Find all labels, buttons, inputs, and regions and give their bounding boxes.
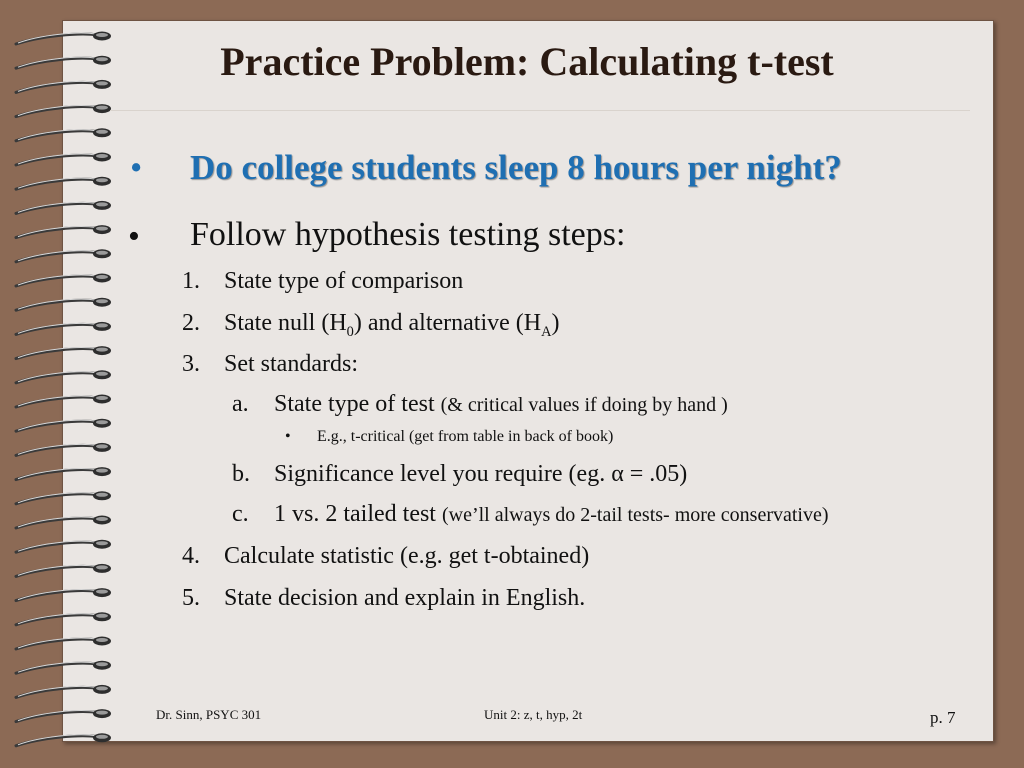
substep-b: [232, 461, 687, 488]
step-number: 1.: [182, 268, 200, 294]
slide-title: Practice Problem: Calculating t-test: [220, 39, 834, 84]
step-2: [182, 310, 560, 341]
substep-letter: b.: [232, 461, 250, 487]
step-1: [182, 268, 463, 295]
step-text: [224, 310, 560, 340]
step-text: State decision and explain in English.: [224, 585, 586, 611]
bullet-marker: •: [128, 218, 140, 255]
bullet-marker: •: [285, 428, 291, 445]
page-number: p. 7: [930, 708, 956, 727]
step-text-part: State null (H: [224, 310, 347, 336]
step-5: [182, 585, 585, 612]
instruction-text: Follow hypothesis testing steps:: [190, 216, 626, 253]
question-text: Do college students sleep 8 hours per night?: [190, 148, 842, 187]
step-text: Set standards:: [224, 351, 358, 377]
step-text-part: ) and alternative (H: [353, 310, 542, 336]
substep-a: [232, 391, 728, 418]
step-3: [182, 351, 358, 378]
substep-c: [232, 501, 829, 528]
subbullet-text: E.g., t-critical (get from table in back of book): [317, 428, 614, 445]
step-4: [182, 543, 589, 570]
substep-letter: a.: [232, 391, 249, 417]
bullet-marker: •: [130, 148, 143, 187]
substep-text: State type of test: [274, 391, 441, 417]
footer-author: Dr. Sinn, PSYC 301: [156, 707, 262, 722]
step-text-part: ): [551, 310, 560, 336]
substep-note: (& critical values if doing by hand ): [440, 394, 728, 416]
subbullet: [285, 428, 613, 446]
step-number: 4.: [182, 543, 200, 569]
substep-letter: c.: [232, 501, 249, 527]
substep-text: 1 vs. 2 tailed test: [274, 501, 442, 527]
step-number: 5.: [182, 585, 200, 611]
step-text: Calculate statistic (e.g. get t-obtained): [224, 543, 590, 569]
substep-note: (we’ll always do 2-tail tests- more conservative): [441, 504, 829, 526]
step-text: State type of comparison: [224, 268, 464, 294]
footer-unit: Unit 2: z, t, hyp, 2t: [484, 707, 583, 722]
substep-text: Significance level you require (eg. α = .05): [274, 461, 688, 487]
subscript: 0: [346, 323, 354, 340]
step-number: 3.: [182, 351, 200, 377]
step-number: 2.: [182, 310, 200, 336]
subscript: A: [541, 323, 552, 340]
